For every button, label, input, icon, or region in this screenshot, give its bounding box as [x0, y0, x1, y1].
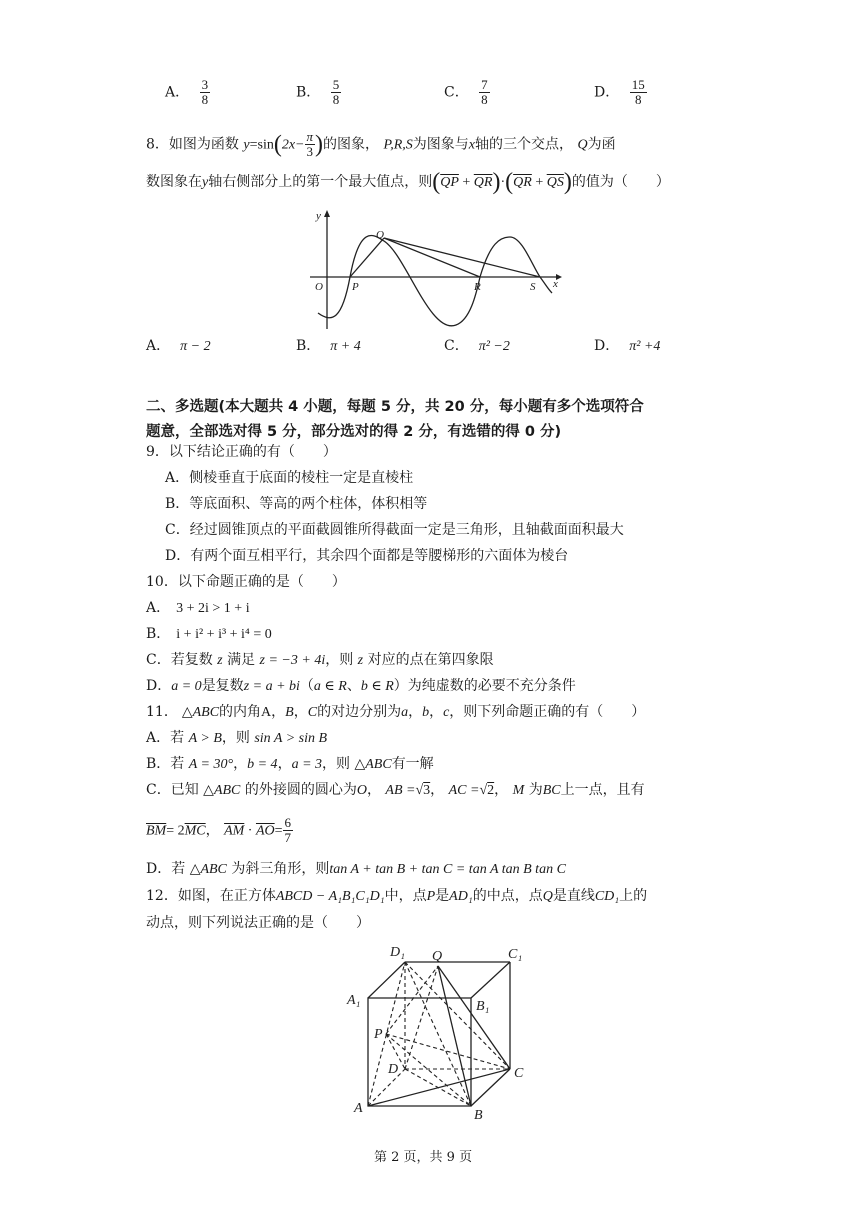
point-s-label: S	[530, 281, 536, 293]
q10-option-b: B． i + i² + i³ + i⁴ = 0	[146, 626, 272, 642]
origin-label: O	[315, 281, 323, 293]
label-c1: C₁	[508, 947, 523, 962]
q7-option-b: B． $\frac{5}{8}$	[296, 77, 340, 107]
q10-option-c: C．若复数 z 满足 z = −3 + 4i，则 z 对应的点在第四象限	[146, 652, 494, 668]
q8-option-b: B． π + 4	[296, 338, 361, 354]
q7-option-d: D． $\frac{15}{8}$	[594, 77, 645, 107]
q11-option-a: A．若 A > B，则 sin A > sin B	[146, 730, 328, 746]
x-label: x	[553, 278, 558, 290]
q10-option-d: D．a = 0是复数z = a + bi（a ∈ R、b ∈ R）为纯虚数的必要不充分条件	[146, 678, 576, 694]
label-b1: B₁	[476, 999, 490, 1014]
q7-option-c: C． $\frac{7}{8}$	[444, 77, 488, 107]
q9-option-a: A．侧棱垂直于底面的棱柱一定是直棱柱	[165, 470, 414, 486]
page-footer: 第 2 页，共 9 页	[374, 1150, 473, 1165]
label-d: D	[388, 1062, 399, 1077]
q8-option-c: C． π² −2	[444, 338, 510, 354]
q11-option-d: D．若 △ABC 为斜三角形，则tan A + tan B + tan C = tan A tan B tan C	[146, 861, 566, 877]
q9-option-c: C．经过圆锥顶点的平面截圆锥所得截面一定是三角形，且轴截面面积最大	[165, 522, 624, 538]
label-q: Q	[432, 949, 443, 964]
q9-option-b: B．等底面积、等高的两个柱体，体积相等	[165, 496, 428, 512]
q9-option-d: D．有两个面互相平行，其余四个面都是等腰梯形的六面体为棱台	[165, 548, 569, 564]
q10-option-a: A． 3 + 2i > 1 + i	[146, 600, 250, 616]
label-d1: D₁	[390, 945, 405, 960]
sine-graph	[310, 205, 570, 330]
cube-figure	[338, 938, 538, 1123]
q11-stem: 11． △ABC的内角A，B，C的对边分别为a，b，c，则下列命题正确的有（ ）	[146, 704, 646, 720]
y-label: y	[316, 210, 321, 222]
section-2-heading-line2: 题意，全部选对得 5 分，部分选对的得 2 分，有选错的得 0 分)	[146, 424, 562, 440]
q12-stem-line2: 动点，则下列说法正确的是（ ）	[146, 915, 370, 931]
point-p-label: P	[352, 281, 359, 293]
label-a: A	[354, 1101, 363, 1116]
label-a1: A₁	[347, 993, 361, 1008]
q10-stem: 10．以下命题正确的是（ ）	[146, 574, 346, 590]
label-c: C	[514, 1066, 524, 1081]
q12-stem-line1: 12．如图，在正方体ABCD − A₁B₁C₁D₁中，点P是AD₁的中点，点Q是直线CD₁上的	[146, 888, 648, 904]
segment-qs	[384, 238, 540, 277]
section-2-heading-line1: 二、多选题(本大题共 4 小题，每题 5 分，共 20 分，每小题有多个选项符合	[146, 399, 644, 415]
q8-option-d: D． π² +4	[594, 338, 661, 354]
label-b: B	[474, 1108, 483, 1123]
q8-stem-line2: 数图象在y轴右侧部分上的第一个最大值点，则$(\overline{QP} + \overline{QR})\cdot(\overline{QR} + \overline{QS})$的值为（ ）	[146, 169, 670, 195]
q11-option-c-line1: C．已知 △ABC 的外接圆的圆心为O， AB =√3， AC =√2， M 为BC上一点，且有	[146, 782, 645, 798]
q8-option-a: A． π − 2	[146, 338, 211, 354]
point-r-label: R	[474, 281, 481, 293]
q8-stem-line1: 8．如图为函数 y=sin(2x− $\frac{\pi}{3}$ )的图象， P,R,S为图象与x轴的三个交点， Q为函	[146, 129, 616, 159]
label-p: P	[374, 1027, 383, 1042]
q11-option-b: B．若 A = 30°，b = 4，a = 3，则 △ABC有一解	[146, 756, 434, 772]
q11-option-c-line2: $\overline{BM}= 2\overline{MC}$， $\overline{AM} \cdot \overline{AO}=$ $\frac{6}{7}$	[146, 815, 292, 845]
q7-option-a: A． $\frac{3}{8}$	[165, 77, 209, 107]
point-q-label: Q	[376, 229, 384, 241]
q9-stem: 9．以下结论正确的有（ ）	[146, 444, 337, 460]
